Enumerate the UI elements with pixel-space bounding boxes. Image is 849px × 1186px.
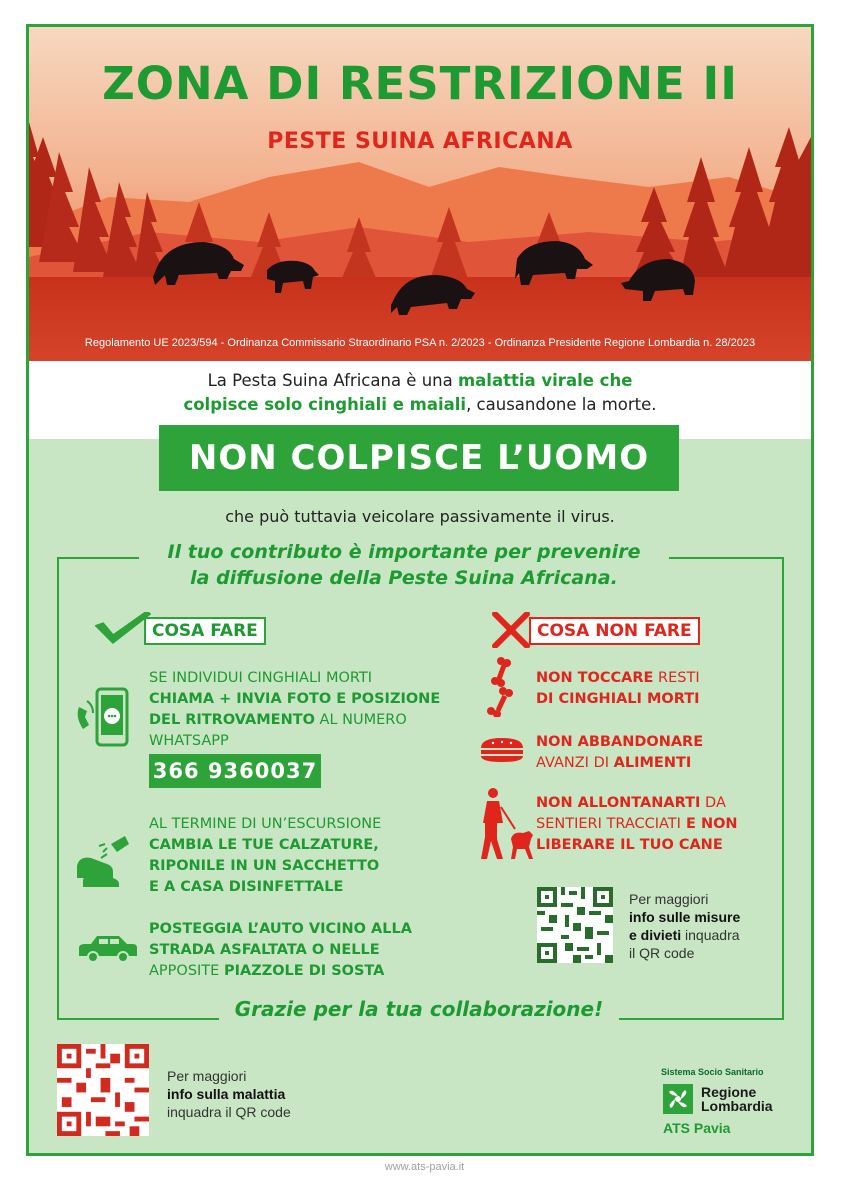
dont-header: COSA NON FARE [529,617,700,645]
passive-transmission-note: che può tuttavia veicolare passivamente il virus. [225,507,615,526]
shoes-spray-icon [73,832,137,888]
dont-abandon-food: NON ABBANDONARE AVANZI DI ALIMENTI [536,734,704,771]
qr-code-disease[interactable] [57,1044,149,1136]
main-title: ZONA DI RESTRIZIONE II [102,57,738,110]
disease-subtitle: PESTE SUINA AFRICANA [267,129,573,154]
poster-frame [26,24,814,1156]
poster [29,27,811,1153]
hero-illustration [29,27,811,361]
regulation-reference: Regolamento UE 2023/594 - Ordinanza Commissario Straordinario PSA n. 2/2023 - Ordinanza Presidente Regione Lombardia n. 28/2023 [84,337,756,349]
thanks-message: Grazie per la tua collaborazione! [219,997,619,1021]
lombardia-rose-icon [663,1084,693,1114]
dont-leave-trails: NON ALLONTANARTI DA SENTIERI TRACCIATI E NON LIBERARE IL TUO CANE [536,795,738,853]
whatsapp-number[interactable]: 366 9360037 [149,754,321,788]
logo-kicker: Sistema Socio Sanitario [661,1067,764,1077]
walker-with-dog-icon [477,787,537,861]
logo-name: Regione Lombardia [701,1084,773,1114]
qr-code-measures[interactable] [537,887,613,963]
do-change-shoes: AL TERMINE DI UN’ESCURSIONE CAMBIA LE TUE CALZATURE, RIPONILE IN UN SACCHETTO E A CASA DISINFETTALE [149,816,382,895]
dont-touch-remains: NON TOCCARE RESTI DI CINGHIALI MORTI [536,670,700,707]
not-affect-humans-banner: NON COLPISCE L’UOMO [159,425,679,491]
do-park-car: POSTEGGIA L’AUTO VICINO ALLA STRADA ASFALTATA O NELLE APPOSITE PIAZZOLE DI SOSTA [149,921,412,979]
guidelines-heading: Il tuo contributo è importante per prevenire la diffusione della Peste Suina Africana. [139,539,669,591]
regione-lombardia-logo [649,1067,799,1142]
footer-url[interactable]: www.ats-pavia.it [384,1161,465,1173]
car-icon [77,932,139,964]
qr-disease-caption: Per maggiori info sulla malattia inquadra il QR code [167,1068,291,1120]
do-header: COSA FARE [144,617,266,645]
qr-measures-caption: Per maggiori info sulle misure e divieti inquadra il QR code [629,891,741,961]
smartphone-call-icon [73,687,133,749]
intro-text: La Pesta Suina Africana è una malattia virale che colpisce solo cinghiali e maiali, causandone la morte. [183,371,657,414]
cross-icon [491,612,531,648]
sandwich-icon [479,736,525,764]
bones-icon [485,657,515,717]
do-report-dead-boars: SE INDIVIDUI CINGHIALI MORTI CHIAMA + INVIA FOTO E POSIZIONE DEL RITROVAMENTO AL NUMERO WHATSAPP [149,670,441,749]
ats-pavia-label: ATS Pavia [663,1120,731,1136]
checkmark-icon [95,612,151,648]
